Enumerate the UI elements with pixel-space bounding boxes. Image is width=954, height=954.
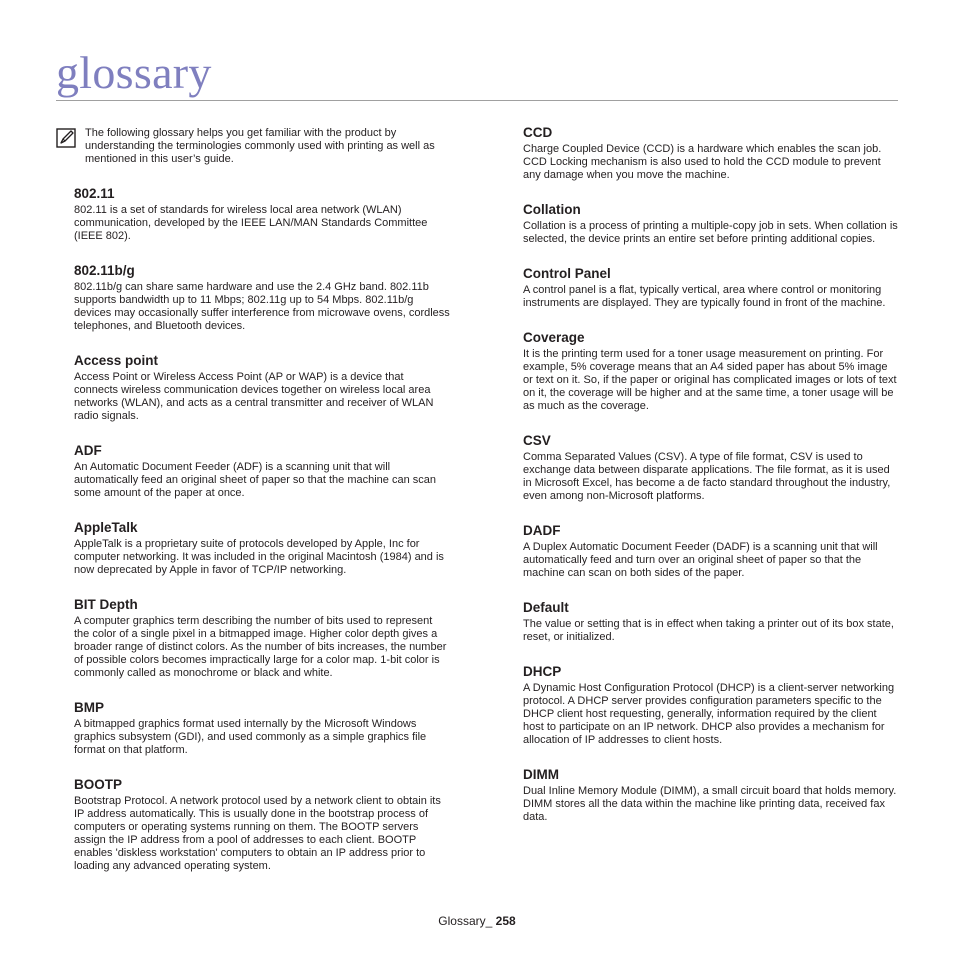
- glossary-definition: AppleTalk is a proprietary suite of protocols developed by Apple, Inc for computer networking. It was included in the original Macintosh (1984) and is now deprecated by Apple in favor of TCP/IP networking.: [74, 538, 444, 576]
- note-pencil-icon: [56, 128, 76, 148]
- glossary-term: BMP: [74, 700, 104, 715]
- glossary-term: CCD: [523, 125, 553, 140]
- glossary-entry: [523, 664, 899, 747]
- glossary-entry: [74, 520, 450, 577]
- page-title: glossary: [56, 47, 212, 98]
- glossary-entry: [523, 523, 899, 580]
- intro-note: The following glossary helps you get familiar with the product by understanding the terminologies commonly used with printing as well as mentioned in this user’s guide.: [85, 127, 435, 165]
- glossary-definition: Collation is a process of printing a multiple-copy job in sets. When collation is selected, the device prints an entire set before printing additional copies.: [523, 220, 898, 245]
- glossary-term: Control Panel: [523, 266, 611, 281]
- glossary-term: BIT Depth: [74, 597, 138, 612]
- glossary-entry: [74, 353, 450, 423]
- glossary-term: DADF: [523, 523, 561, 538]
- glossary-term: BOOTP: [74, 777, 123, 792]
- glossary-definition: A control panel is a flat, typically vertical, area where control or monitoring instruments are displayed. They are typically found in front of the machine.: [523, 284, 886, 309]
- right-column: [523, 125, 899, 824]
- glossary-entry: [523, 202, 899, 246]
- glossary-definition: A Dynamic Host Configuration Protocol (DHCP) is a client-server networking protocol. A DHCP server provides configuration parameters specific to the DHCP client host requesting, generally, information required by the client host to participate on an IP network. DHCP also provides a mechanism for allocation of IP addresses to client hosts.: [523, 682, 895, 746]
- glossary-entry: [523, 767, 899, 824]
- glossary-definition: Charge Coupled Device (CCD) is a hardware which enables the scan job. CCD Locking mechanism is also used to hold the CCD module to prevent any damage when you move the machine.: [523, 143, 882, 181]
- glossary-term: ADF: [74, 443, 102, 458]
- glossary-entry: [523, 266, 899, 310]
- glossary-definition: A bitmapped graphics format used internally by the Microsoft Windows graphics subsystem (GDI), and used commonly as a simple graphics file format on that platform.: [74, 718, 427, 756]
- glossary-definition: A Duplex Automatic Document Feeder (DADF) is a scanning unit that will automatically feed and turn over an original sheet of paper so that the machine can scan on both sides of the paper.: [523, 541, 878, 579]
- glossary-entry: [74, 597, 450, 680]
- glossary-definition: Comma Separated Values (CSV). A type of file format, CSV is used to exchange data between disparate applications. The file format, as it is used in Microsoft Excel, has become a de facto standard throughout the industry, even among non-Microsoft platforms.: [523, 451, 891, 502]
- glossary-term: Collation: [523, 202, 581, 217]
- page-footer: [0, 913, 954, 929]
- glossary-definition: A computer graphics term describing the number of bits used to represent the color of a single pixel in a bitmapped image. Higher color depth gives a broader range of distinct colors. As the number of bits increases, the number of possible colors becomes impractically large for a color map. 1-bit color is commonly called as monochrome or black and white.: [74, 615, 447, 679]
- glossary-definition: 802.11 is a set of standards for wireless local area network (WLAN) communication, developed by the IEEE LAN/MAN Standards Committee (IEEE 802).: [74, 204, 428, 242]
- glossary-definition: It is the printing term used for a toner usage measurement on printing. For example, 5% coverage means that an A4 sided paper has about 5% image or text on it. So, if the paper or original has complicated images or lots of text on it, the coverage will be higher and at the same time, a toner usage will be as much as the coverage.: [523, 348, 897, 412]
- right-glossary-list: [523, 125, 899, 824]
- glossary-definition: An Automatic Document Feeder (ADF) is a scanning unit that will automatically feed an original sheet of paper so that the machine can scan some amount of the paper at once.: [74, 461, 437, 499]
- glossary-entry: [523, 125, 899, 182]
- glossary-entry: [523, 330, 899, 413]
- glossary-term: Default: [523, 600, 569, 615]
- page-number: 258: [495, 914, 516, 928]
- glossary-term: DHCP: [523, 664, 562, 679]
- glossary-entry: [74, 700, 450, 757]
- glossary-term: 802.11b/g: [74, 263, 135, 278]
- glossary-entry: [74, 263, 450, 333]
- glossary-entry: [74, 777, 450, 873]
- glossary-definition: Access Point or Wireless Access Point (AP or WAP) is a device that connects wireless communication devices together on wireless local area networks (WLAN), and acts as a central transmitter and receiver of WLAN radio signals.: [74, 371, 434, 422]
- glossary-definition: Dual Inline Memory Module (DIMM), a small circuit board that holds memory. DIMM stores all the data within the machine like printing data, received fax data.: [523, 785, 897, 823]
- glossary-entry: [74, 443, 450, 500]
- glossary-entry: [523, 600, 899, 644]
- footer-label: Glossary_: [438, 914, 493, 928]
- title-divider: [56, 100, 898, 101]
- glossary-entry: [523, 433, 899, 503]
- glossary-definition: 802.11b/g can share same hardware and use the 2.4 GHz band. 802.11b supports bandwidth up to 11 Mbps; 802.11g up to 54 Mbps. 802.11b/g devices may occasionally suffer interference from microwave ovens, cordless telephones, and Bluetooth devices.: [74, 281, 450, 332]
- glossary-definition: The value or setting that is in effect when taking a printer out of its box state, reset, or initialized.: [523, 618, 894, 643]
- glossary-term: Access point: [74, 353, 159, 368]
- glossary-term: AppleTalk: [74, 520, 138, 535]
- glossary-term: CSV: [523, 433, 551, 448]
- left-column: [74, 127, 450, 873]
- glossary-definition: Bootstrap Protocol. A network protocol used by a network client to obtain its IP address automatically. This is usually done in the bootstrap process of computers or operating systems running on them. The BOOTP servers assign the IP address from a pool of addresses to each client. BOOTP enables 'diskless workstation' computers to obtain an IP address prior to loading any advanced operating system.: [74, 795, 441, 872]
- left-glossary-list: [74, 186, 450, 873]
- glossary-term: 802.11: [74, 186, 115, 201]
- glossary-term: Coverage: [523, 330, 585, 345]
- glossary-entry: [74, 186, 450, 243]
- glossary-term: DIMM: [523, 767, 559, 782]
